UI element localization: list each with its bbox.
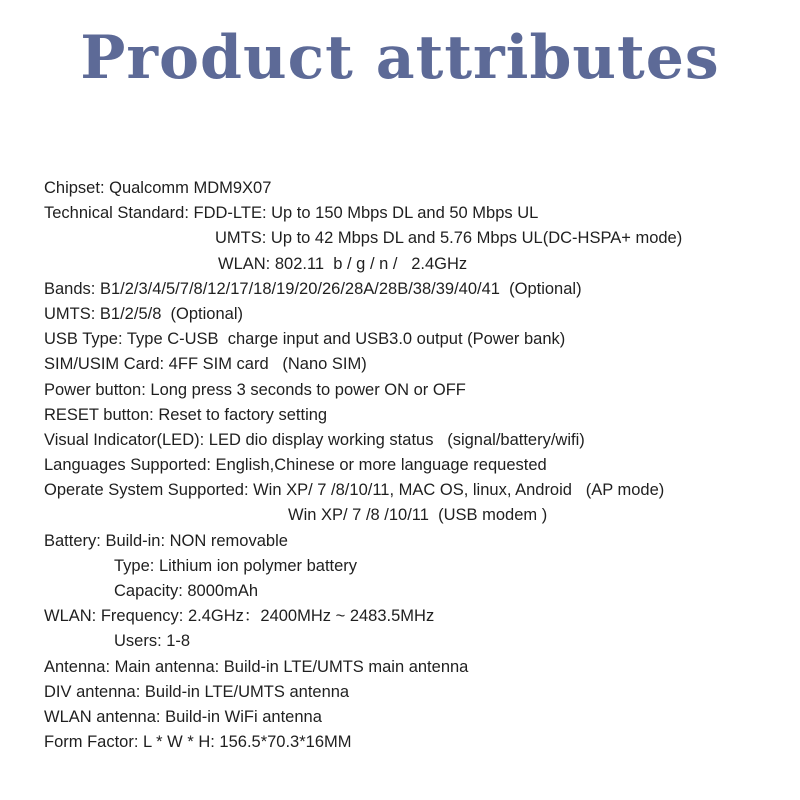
spec-line: SIM/USIM Card: 4FF SIM card (Nano SIM) xyxy=(44,355,367,374)
spec-list xyxy=(44,176,784,755)
spec-line: Type: Lithium ion polymer battery xyxy=(114,556,358,575)
spec-line: WLAN: 802.11 b / g / n / 2.4GHz xyxy=(218,254,468,273)
spec-line: Users: 1-8 xyxy=(114,632,191,651)
spec-line: WLAN: Frequency: 2.4GHz：2400MHz ~ 2483.5MHz xyxy=(44,607,435,626)
spec-line: Languages Supported: English,Chinese or more language requested xyxy=(44,456,547,475)
spec-line: DIV antenna: Build-in LTE/UMTS antenna xyxy=(44,682,350,701)
spec-line: Win XP/ 7 /8 /10/11 (USB modem ) xyxy=(288,506,548,525)
spec-line: WLAN antenna: Build-in WiFi antenna xyxy=(44,707,322,726)
spec-line: Bands: B1/2/3/4/5/7/8/12/17/18/19/20/26/28A/28B/38/39/40/41 (Optional) xyxy=(44,279,582,298)
spec-line: Power button: Long press 3 seconds to power ON or OFF xyxy=(44,380,466,399)
spec-line: USB Type: Type C-USB charge input and USB3.0 output (Power bank) xyxy=(44,330,566,349)
spec-line: Operate System Supported: Win XP/ 7 /8/10/11, MAC OS, linux, Android (AP mode) xyxy=(44,481,665,500)
spec-line: Battery: Build-in: NON removable xyxy=(44,531,288,550)
spec-line: Visual Indicator(LED): LED dio display working status (signal/battery/wifi) xyxy=(44,430,585,449)
page-title: Product attributes xyxy=(80,23,720,93)
spec-line: RESET button: Reset to factory setting xyxy=(44,405,328,424)
spec-line: Chipset: Qualcomm MDM9X07 xyxy=(44,179,272,197)
spec-line: Capacity: 8000mAh xyxy=(114,582,258,600)
spec-line: Antenna: Main antenna: Build-in LTE/UMTS main antenna xyxy=(44,657,469,676)
spec-line: UMTS: Up to 42 Mbps DL and 5.76 Mbps UL(DC-HSPA+ mode) xyxy=(215,229,683,248)
spec-line: UMTS: B1/2/5/8 (Optional) xyxy=(44,304,243,323)
spec-line: Form Factor: L * W * H: 156.5*70.3*16MM xyxy=(44,733,352,752)
spec-line: Technical Standard: FDD-LTE: Up to 150 Mbps DL and 50 Mbps UL xyxy=(44,204,539,223)
